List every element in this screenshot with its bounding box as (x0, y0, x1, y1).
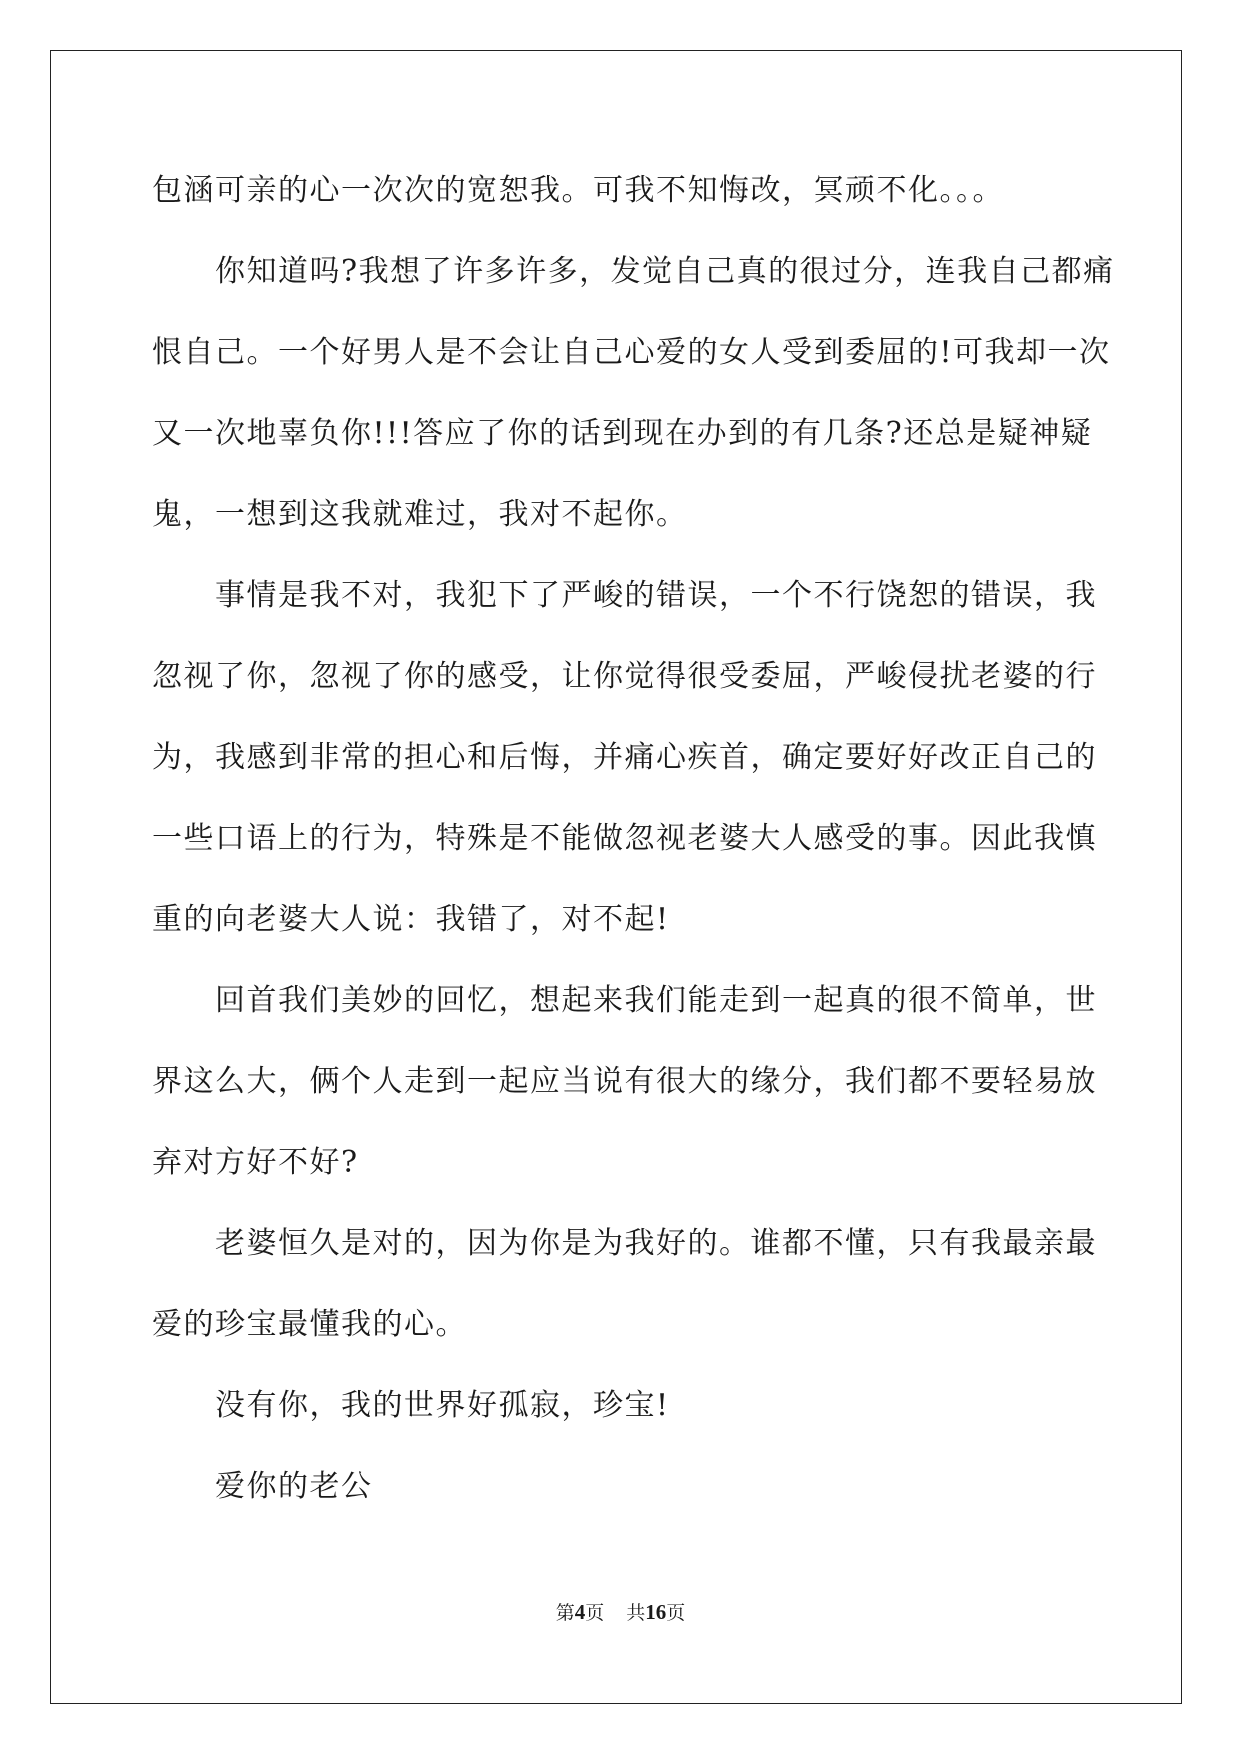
page-prefix: 第 (555, 1602, 575, 1624)
text-line: 没有你，我的世界好孤寂，珍宝! (215, 1388, 670, 1423)
text-line: 又一次地辜负你!!!答应了你的话到现在办到的有几条?还总是疑神疑 (152, 416, 1093, 451)
text-line: 鬼，一想到这我就难过，我对不起你。 (152, 497, 688, 532)
document-body (152, 150, 1115, 1527)
page-footer (0, 1598, 1241, 1625)
text-line: 重的向老婆大人说：我错了，对不起! (152, 902, 670, 937)
total-prefix: 共 (626, 1602, 646, 1624)
text-line: 回首我们美妙的回忆，想起来我们能走到一起真的很不简单，世 (215, 983, 1097, 1018)
total-suffix: 页 (666, 1602, 686, 1624)
text-line: 一些口语上的行为，特殊是不能做忽视老婆大人感受的事。因此我慎 (152, 821, 1097, 856)
text-line: 弃对方好不好? (152, 1145, 359, 1180)
text-line: 爱的珍宝最懂我的心。 (152, 1307, 467, 1342)
text-line: 忽视了你，忽视了你的感受，让你觉得很受委屈，严峻侵扰老婆的行 (152, 659, 1097, 694)
text-line: 界这么大，俩个人走到一起应当说有很大的缘分，我们都不要轻易放 (152, 1064, 1097, 1099)
signature-line: 爱你的老公 (215, 1469, 373, 1504)
page-number: 4 (574, 1600, 586, 1624)
total-pages: 16 (645, 1600, 667, 1624)
text-line: 为，我感到非常的担心和后悔，并痛心疾首，确定要好好改正自己的 (152, 740, 1097, 775)
text-line: 事情是我不对，我犯下了严峻的错误，一个不行饶恕的错误，我 (215, 578, 1097, 613)
page-suffix: 页 (585, 1602, 605, 1624)
text-line: 包涵可亲的心一次次的宽恕我。可我不知悔改，冥顽不化。。。 (152, 173, 1004, 208)
text-line: 你知道吗?我想了许多许多，发觉自己真的很过分，连我自己都痛 (215, 254, 1115, 289)
text-line: 老婆恒久是对的，因为你是为我好的。谁都不懂，只有我最亲最 (215, 1226, 1097, 1261)
text-line: 恨自己。一个好男人是不会让自己心爱的女人受到委屈的!可我却一次 (152, 335, 1111, 370)
